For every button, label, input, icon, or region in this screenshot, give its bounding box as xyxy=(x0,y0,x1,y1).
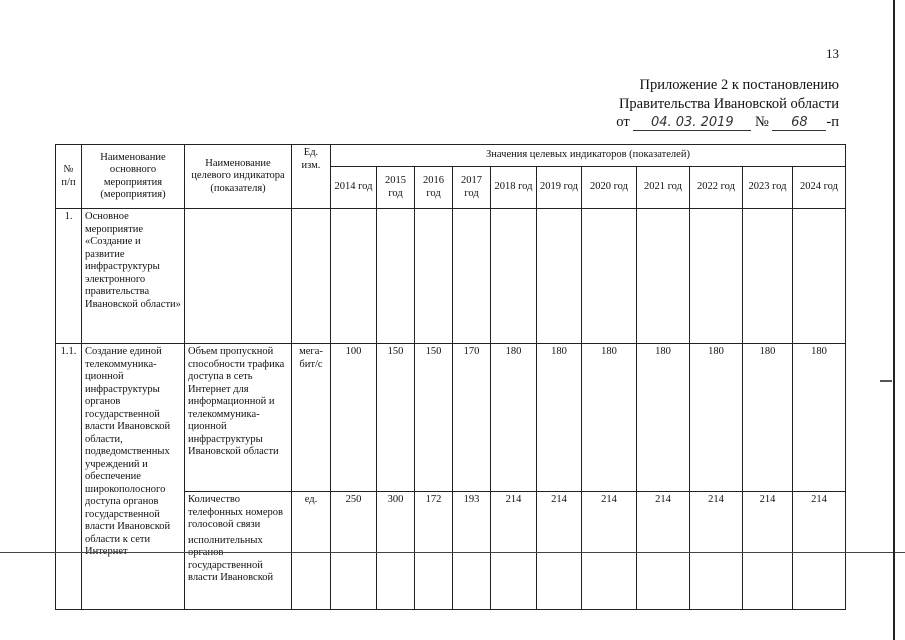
row2-num: 1.1. xyxy=(56,344,82,610)
value-cell: 150 xyxy=(377,344,415,492)
row1-num: 1. xyxy=(56,209,82,344)
value-cell: 193 xyxy=(453,492,491,610)
value-cell: 180 xyxy=(582,344,637,492)
page-number: 13 xyxy=(826,46,839,61)
value-cell: 214 xyxy=(793,492,846,610)
value-cell: 214 xyxy=(582,492,637,610)
value-cell: 214 xyxy=(537,492,582,610)
row2-unit1: мега- бит/с xyxy=(292,344,331,492)
number-suffix: -п xyxy=(826,114,839,130)
value-cell: 300 xyxy=(377,492,415,610)
header-indicator: Наименование целевого индикатора (показателя) xyxy=(185,145,292,209)
header-unit: Ед. изм. xyxy=(292,145,331,209)
row2-activity: Создание единой телекоммуника- ционной инфраструктуры органов государственной власти Ивановской области, подведомственных учреждений и обеспечение широкополосного доступа органов государственной власти Ивановской области к сети xyxy=(82,344,185,610)
from-label: от xyxy=(616,114,630,130)
value-cell: 170 xyxy=(453,344,491,492)
value-cell: 180 xyxy=(491,344,537,492)
value-cell: 180 xyxy=(793,344,846,492)
value-cell: 180 xyxy=(537,344,582,492)
value-cell: 214 xyxy=(491,492,537,610)
header-year: 2023 год xyxy=(743,167,793,209)
header-year: 2017 год xyxy=(453,167,491,209)
value-cell: 214 xyxy=(690,492,743,610)
indicators-table xyxy=(55,144,846,610)
value-cell: 180 xyxy=(743,344,793,492)
header-year: 2022 год xyxy=(690,167,743,209)
table-row xyxy=(56,344,846,492)
value-cell: 214 xyxy=(637,492,690,610)
header-year: 2015 год xyxy=(377,167,415,209)
scan-edge-line xyxy=(893,0,895,640)
value-cell: 214 xyxy=(743,492,793,610)
handwritten-number: 68 xyxy=(772,115,826,131)
header-year: 2020 год xyxy=(582,167,637,209)
row2-indicator2-part2: исполнительных государственной власти Ивановской xyxy=(188,534,274,583)
header-year: 2018 год xyxy=(491,167,537,209)
value-cell: 180 xyxy=(637,344,690,492)
header-values-group: Значения целевых индикаторов (показателей) xyxy=(331,145,846,167)
header-activity: Наименование основного мероприятия (мероприятия) xyxy=(82,145,185,209)
header-num: № п/п xyxy=(56,145,82,209)
appendix-date-line xyxy=(616,113,839,132)
row2-indicator2-part1: Количество телефонных номеров голосовой связи xyxy=(188,494,283,530)
value-cell: 172 xyxy=(415,492,453,610)
value-cell: 100 xyxy=(331,344,377,492)
value-cell: 150 xyxy=(415,344,453,492)
row2-indicator1: Объем пропускной способности трафика доступа в сеть Интернет для информационной и телекоммуника- ционной инфраструктуры Ивановской области xyxy=(185,344,292,492)
row2-indicator2 xyxy=(185,492,292,610)
value-cell: 180 xyxy=(690,344,743,492)
scan-mark xyxy=(880,380,892,382)
value-cell: 250 xyxy=(331,492,377,610)
number-label: № xyxy=(754,114,769,130)
table-row xyxy=(56,209,846,344)
header-year: 2021 год xyxy=(637,167,690,209)
row2-unit2: ед. xyxy=(292,492,331,610)
handwritten-date: 04. 03. 2019 xyxy=(633,115,751,131)
header-year: 2016 год xyxy=(415,167,453,209)
header-year: 2019 год xyxy=(537,167,582,209)
page-fold-line xyxy=(0,552,905,553)
appendix-title-line1: Приложение 2 к постановлению xyxy=(639,77,839,93)
header-year: 2024 год xyxy=(793,167,846,209)
appendix-title-line2: Правительства Ивановской области xyxy=(618,96,839,112)
header-year: 2014 год xyxy=(331,167,377,209)
row1-activity: Основное мероприятие «Создание и развитие инфраструктуры электронного правительства Ивановской области» xyxy=(82,209,185,344)
